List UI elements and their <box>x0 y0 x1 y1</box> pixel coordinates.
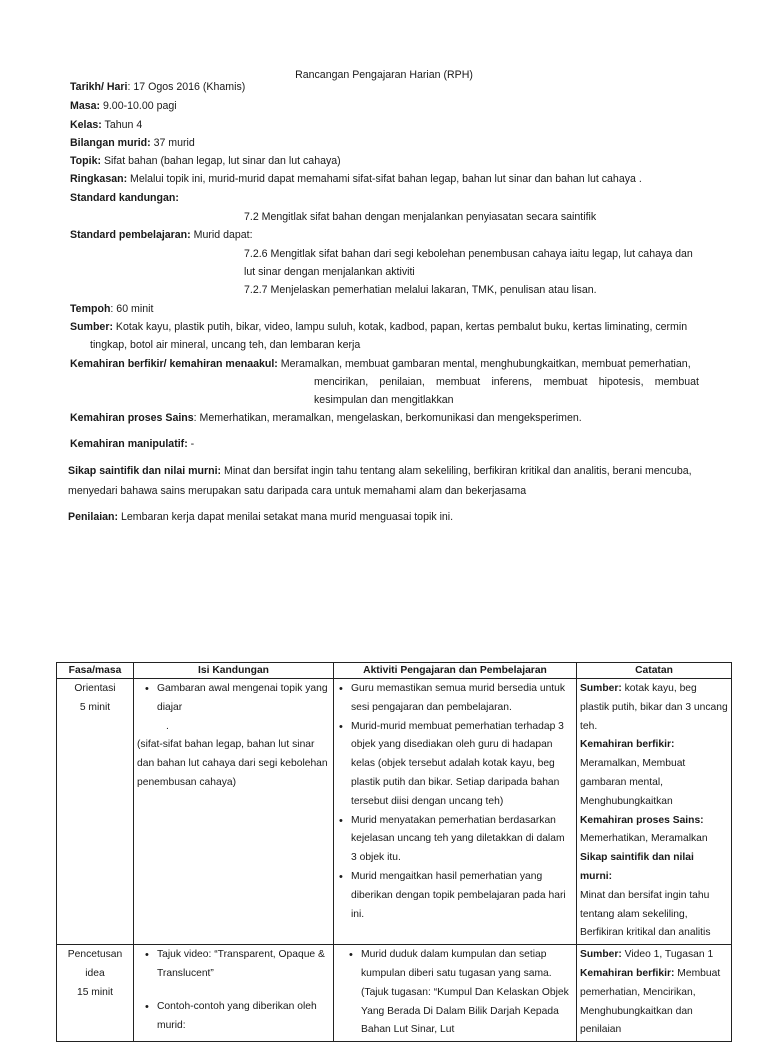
manipulatif-label: Kemahiran manipulatif: <box>70 438 188 450</box>
list-item: • Tajuk video: “Transparent, Opaque & Translucent” <box>147 946 330 984</box>
berfikir-label: Kemahiran berfikir/ kemahiran menaakul: <box>70 358 278 370</box>
catatan-sumber-value: Video 1, Tugasan 1 <box>621 949 714 961</box>
lesson-plan-table <box>56 662 732 1042</box>
tarikh-value: : 17 Ogos 2016 (Khamis) <box>127 81 246 93</box>
proses-sains-label: Kemahiran proses Sains <box>70 412 194 424</box>
standard-pembelajaran-item-2: 7.2.7 Menjelaskan pemerhatian melalui lakaran, TMK, penulisan atau lisan. <box>244 284 597 296</box>
manipulatif-value: - <box>187 438 195 450</box>
penilaian-value: Lembaran kerja dapat menilai setakat mana murid menguasai topik ini. <box>118 511 454 523</box>
catatan-berfikir-value: Membuat pemerhatian, Mencirikan, Menghubungkaitkan dan penilaian <box>580 967 721 1036</box>
tempoh-value: : 60 minit <box>110 303 154 315</box>
isi-list <box>137 998 330 1036</box>
catatan-sumber-label: Sumber: <box>580 949 622 961</box>
catatan-berfikir-value: Meramalkan, Membuat gambaran mental, Menghubungkaitkan <box>580 758 686 807</box>
sumber-value: Kotak kayu, plastik putih, bikar, video, lampu suluh, kotak, kadbod, papan, kertas pembalut buku, kertas liminating, cermin <box>112 321 688 333</box>
catatan-sikap-label: Sikap saintifik dan nilai murni: <box>580 852 694 882</box>
tempoh-label: Tempoh <box>70 303 111 315</box>
aktiviti-list <box>337 946 573 1040</box>
isi-kandungan-cell <box>134 945 334 1042</box>
fasa-name: Pencetusan idea <box>67 949 123 979</box>
berfikir-word: mencirikan, <box>314 376 369 388</box>
catatan-cell <box>577 945 732 1042</box>
isi-kandungan-cell <box>134 679 334 945</box>
proses-sains-line <box>70 411 582 425</box>
aktiviti-cell <box>334 945 577 1042</box>
standard-kandungan-line <box>70 191 179 205</box>
fasa-name: Orientasi <box>74 683 116 694</box>
standard-kandungan-item: 7.2 Mengitlak sifat bahan dengan menjalankan penyiasatan secara saintifik <box>244 211 597 223</box>
bilangan-label: Bilangan murid: <box>70 137 151 149</box>
sumber-label: Sumber: <box>70 321 113 333</box>
standard-pembelajaran-item-1a: 7.2.6 Mengitlak sifat bahan dari segi kebolehan penembusan cahaya iaitu legap, lut cahaya dan <box>244 248 693 260</box>
proses-sains-value: : Memerhatikan, meramalkan, mengelaskan, berkomunikasi dan mengeksperimen. <box>193 412 582 424</box>
berfikir-word: membuat <box>543 376 588 388</box>
header-aktiviti: Aktiviti Pengajaran dan Pembelajaran <box>334 663 577 679</box>
kelas-label: Kelas: <box>70 119 102 131</box>
masa-label: Masa: <box>70 100 101 112</box>
ringkasan-label: Ringkasan: <box>70 173 128 185</box>
list-item: • Murid-murid membuat pemerhatian terhadap 3 objek yang disediakan oleh guru di hadapan kelas (objek tersebut adalah kotak kayu, beg plastik putih dan bikar. Setiap daripada bahan tersebut diisi dengan uncang teh) <box>341 718 573 812</box>
catatan-berfikir-label: Kemahiran berfikir: <box>580 967 675 979</box>
berfikir-line-2 <box>314 375 699 389</box>
sikap-line-2: menyedari bahawa sains merupakan satu daripada cara untuk memahami alam dan bekerjasama <box>68 485 527 497</box>
standard-pembelajaran-line <box>70 228 253 242</box>
sikap-label: Sikap saintifik dan nilai murni: <box>68 465 222 477</box>
manipulatif-line <box>70 437 194 451</box>
catatan-sumber <box>580 680 728 736</box>
fasa-cell <box>57 679 134 945</box>
ringkasan-value: Melalui topik ini, murid-murid dapat memahami sifat-sifat bahan legap, bahan lut sinar dan bahan lut cahaya . <box>127 173 642 185</box>
header-fasa-masa: Fasa/masa <box>57 663 134 679</box>
fasa-cell <box>57 945 134 1042</box>
list-item: • Murid menyatakan pemerhatian berdasarkan kejelasan uncang teh yang diletakkan di dalam 3 objek itu. <box>341 812 573 868</box>
berfikir-value: Meramalkan, membuat gambaran mental, menghubungkaitkan, membuat pemerhatian, <box>277 358 691 370</box>
catatan-berfikir <box>580 965 728 1040</box>
bilangan-line <box>70 136 195 150</box>
list-item: • Contoh-contoh yang diberikan oleh murid: <box>147 998 330 1036</box>
aktiviti-cell <box>334 679 577 945</box>
berfikir-line-3: kesimpulan dan mengitlakkan <box>314 394 454 406</box>
page-title: Rancangan Pengajaran Harian (RPH) <box>295 69 473 81</box>
catatan-sumber-label: Sumber: <box>580 683 622 694</box>
catatan-proses-value: Memerhatikan, Meramalkan <box>580 833 708 845</box>
topik-value: Sifat bahan (bahan legap, lut sinar dan lut cahaya) <box>101 155 341 167</box>
sumber-line <box>70 320 687 334</box>
kelas-value: Tahun 4 <box>101 119 143 131</box>
masa-value: 9.00-10.00 pagi <box>100 100 177 112</box>
penilaian-line <box>68 510 453 524</box>
standard-pembelajaran-label: Standard pembelajaran: <box>70 229 191 241</box>
fasa-duration: 15 minit <box>76 986 114 998</box>
berfikir-word: hipotesis, <box>598 376 644 388</box>
header-catatan: Catatan <box>577 663 732 679</box>
table-header-row <box>57 663 732 679</box>
aktiviti-list <box>337 680 573 924</box>
berfikir-word: penilaian, <box>379 376 425 388</box>
standard-kandungan-label: Standard kandungan: <box>70 192 179 204</box>
sumber-line-2: tingkap, botol air mineral, uncang teh, dan lembaran kerja <box>90 339 361 351</box>
bilangan-value: 37 murid <box>150 137 195 149</box>
catatan-sikap-value: Minat dan bersifat ingin tahu tentang alam sekeliling, Berfikiran kritikal dan analitis <box>580 889 711 939</box>
sikap-value: Minat dan bersifat ingin tahu tentang alam sekeliling, berfikiran kritikal dan analitis, berani mencuba, <box>221 465 692 477</box>
list-item: • Murid mengaitkan hasil pemerhatian yang diberikan dengan topik pembelajaran pada hari ini. <box>341 868 573 924</box>
catatan-sumber-value: kotak kayu, beg plastik putih, bikar dan 3 uncang teh. <box>580 683 728 732</box>
catatan-proses-label: Kemahiran proses Sains: <box>580 814 704 826</box>
standard-pembelajaran-item-1b: lut sinar dengan menjalankan aktiviti <box>244 266 415 278</box>
catatan-cell <box>577 679 732 945</box>
isi-list <box>137 946 330 984</box>
fasa-duration: 5 minit <box>79 701 111 713</box>
catatan-berfikir-label: Kemahiran berfikir: <box>580 739 675 751</box>
berfikir-word: membuat <box>654 376 699 388</box>
sikap-line <box>68 464 692 478</box>
masa-line <box>70 99 177 113</box>
topik-line <box>70 154 341 168</box>
list-item: • Murid duduk dalam kumpulan dan setiap kumpulan diberi satu tugasan yang sama. (Tajuk tugasan: “Kumpul Dan Kelaskan Objek Yang Berada Di Dalam Bilik Darjah Kepada Bahan Lut Sinar, Lut <box>351 946 573 1040</box>
tarikh-label: Tarikh/ Hari <box>70 81 128 93</box>
ringkasan-line <box>70 172 642 186</box>
spacer <box>137 984 330 998</box>
tempoh-line <box>70 302 153 316</box>
isi-note: (sifat-sifat bahan legap, bahan lut sinar dan bahan lut cahaya dari segi kebolehan penembusan cahaya) <box>137 739 328 788</box>
tarikh-line <box>70 80 245 94</box>
table-row <box>57 679 732 945</box>
isi-list <box>137 680 330 718</box>
berfikir-word: membuat <box>436 376 481 388</box>
kelas-line <box>70 118 142 132</box>
berfikir-word: inferens, <box>491 376 533 388</box>
header-isi-kandungan: Isi Kandungan <box>134 663 334 679</box>
berfikir-line <box>70 357 691 371</box>
table-row <box>57 945 732 1042</box>
standard-pembelajaran-value: Murid dapat: <box>190 229 253 241</box>
isi-dot: . <box>166 720 169 732</box>
penilaian-label: Penilaian: <box>68 511 119 523</box>
list-item: • Gambaran awal mengenai topik yang diajar <box>147 680 330 718</box>
catatan-sumber <box>580 946 728 965</box>
list-item: • Guru memastikan semua murid bersedia untuk sesi pengajaran dan pembelajaran. <box>341 680 573 718</box>
topik-label: Topik: <box>70 155 101 167</box>
